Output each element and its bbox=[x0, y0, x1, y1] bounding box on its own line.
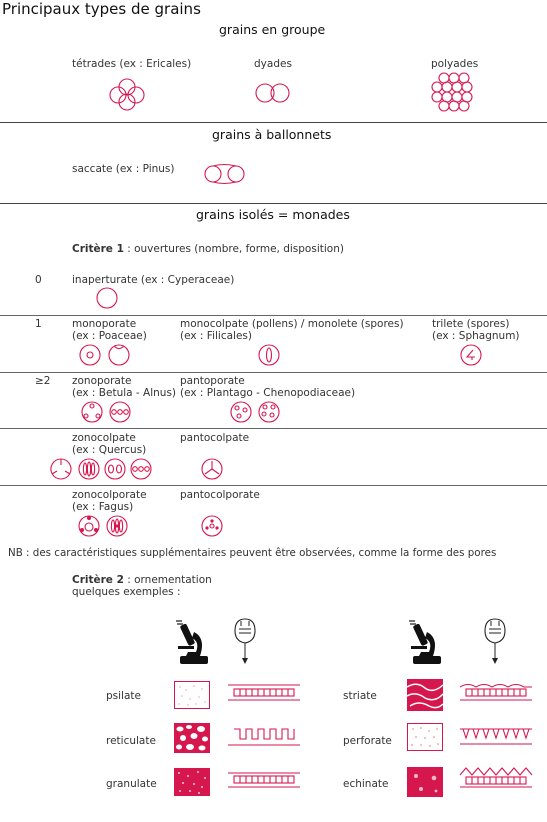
reticulate-surface bbox=[174, 723, 210, 753]
critere2-label: Critère 2 bbox=[72, 574, 124, 586]
label-pantoporate-ex: (ex : Plantago - Chenopodiaceae) bbox=[180, 387, 356, 399]
echinate-surface bbox=[407, 767, 443, 797]
perforate-wall-profile bbox=[460, 726, 534, 748]
zonocolpate-equatorial-icon bbox=[78, 458, 102, 482]
label-trilete: trilete (spores) bbox=[432, 318, 510, 330]
perforate-surface bbox=[407, 723, 443, 751]
pantoporate-alt-icon bbox=[258, 401, 282, 425]
label-dyades: dyades bbox=[254, 58, 292, 70]
divider bbox=[0, 372, 547, 373]
section-heading-groups: grains en groupe bbox=[219, 22, 326, 37]
zonocolpate-pore-icon bbox=[130, 458, 154, 482]
label-zonocolpate: zonocolpate bbox=[72, 432, 136, 444]
label-zonocolporate-ex: (ex : Fagus) bbox=[72, 501, 134, 513]
psilate-surface bbox=[174, 681, 210, 709]
zonocolporate-equatorial-icon bbox=[106, 515, 130, 539]
critere1-label: Critère 1 bbox=[72, 243, 124, 255]
psilate-wall-profile bbox=[228, 683, 302, 703]
label-tetrades: tétrades (ex : Ericales) bbox=[72, 58, 192, 70]
pantocolpate-icon bbox=[201, 458, 225, 482]
section-heading-saccate: grains à ballonnets bbox=[212, 127, 332, 142]
divider bbox=[0, 122, 547, 123]
label-echinate: echinate bbox=[343, 778, 389, 790]
label-pantocolporate: pantocolporate bbox=[180, 489, 260, 501]
label-zonoporate-ex: (ex : Betula - Alnus) bbox=[72, 387, 177, 399]
pantocolporate-icon bbox=[201, 515, 225, 539]
microscope-icon bbox=[172, 618, 212, 666]
granulate-wall-profile bbox=[228, 770, 302, 790]
granulate-surface bbox=[174, 768, 210, 796]
striate-wall-profile bbox=[460, 682, 534, 702]
reticulate-wall-profile bbox=[228, 726, 302, 748]
label-zonocolpate-ex: (ex : Quercus) bbox=[72, 444, 147, 456]
striate-surface bbox=[407, 679, 443, 711]
echinate-wall-profile bbox=[460, 766, 534, 790]
label-polyades: polyades bbox=[431, 58, 479, 70]
nb-note: NB : des caractéristiques supplémentaires peuvent être observées, comme la forme des pores bbox=[8, 547, 497, 559]
critere2-line bbox=[72, 574, 212, 586]
label-granulate: granulate bbox=[106, 778, 157, 790]
polyad-icon bbox=[430, 72, 480, 112]
critere1-text: : ouvertures (nombre, forme, disposition) bbox=[123, 243, 344, 255]
label-zonoporate: zonoporate bbox=[72, 375, 132, 387]
label-pantocolpate: pantocolpate bbox=[180, 432, 250, 444]
divider bbox=[0, 315, 547, 316]
monoporate-icon bbox=[79, 344, 103, 368]
row-number-2: ≥2 bbox=[35, 375, 51, 387]
monoporate-side-icon bbox=[108, 344, 132, 368]
zonocolporate-polar-icon bbox=[78, 515, 102, 539]
label-zonocolporate: zonocolporate bbox=[72, 489, 147, 501]
divider bbox=[0, 203, 547, 204]
eye-icon bbox=[227, 615, 263, 667]
pantoporate-icon bbox=[230, 401, 254, 425]
label-perforate: perforate bbox=[343, 735, 392, 747]
label-trilete-ex: (ex : Sphagnum) bbox=[432, 330, 520, 342]
row-number-1: 1 bbox=[35, 318, 42, 330]
critere1-line bbox=[72, 243, 344, 255]
tetrad-icon bbox=[107, 78, 147, 114]
zonocolpate-side-icon bbox=[104, 458, 128, 482]
label-pantoporate: pantoporate bbox=[180, 375, 245, 387]
section-heading-monads: grains isolés = monades bbox=[196, 207, 350, 222]
row-number-0: 0 bbox=[35, 274, 42, 286]
label-reticulate: reticulate bbox=[106, 735, 156, 747]
zonoporate-equatorial-icon bbox=[109, 401, 133, 425]
monocolpate-icon bbox=[258, 344, 282, 368]
page-title: Principaux types de grains bbox=[2, 0, 201, 18]
dyad-icon bbox=[255, 82, 291, 106]
label-monocolpate-ex: (ex : Filicales) bbox=[180, 330, 252, 342]
label-inaperturate: inaperturate (ex : Cyperaceae) bbox=[72, 274, 235, 286]
divider bbox=[0, 428, 547, 429]
label-monocolpate: monocolpate (pollens) / monolete (spores) bbox=[180, 318, 404, 330]
trilete-icon bbox=[460, 344, 484, 368]
label-monoporate-ex: (ex : Poaceae) bbox=[72, 330, 147, 342]
critere2-subtext: quelques exemples : bbox=[72, 586, 181, 598]
saccate-icon bbox=[203, 163, 247, 185]
label-saccate: saccate (ex : Pinus) bbox=[72, 163, 175, 175]
label-psilate: psilate bbox=[106, 690, 141, 702]
label-monoporate: monoporate bbox=[72, 318, 137, 330]
inaperturate-icon bbox=[96, 287, 120, 311]
divider bbox=[0, 485, 547, 486]
label-striate: striate bbox=[343, 690, 377, 702]
zonocolpate-polar-icon bbox=[50, 458, 74, 482]
microscope-icon bbox=[405, 618, 445, 666]
critere2-text: : ornementation bbox=[123, 574, 212, 586]
eye-icon bbox=[477, 615, 513, 667]
zonoporate-polar-icon bbox=[81, 401, 105, 425]
